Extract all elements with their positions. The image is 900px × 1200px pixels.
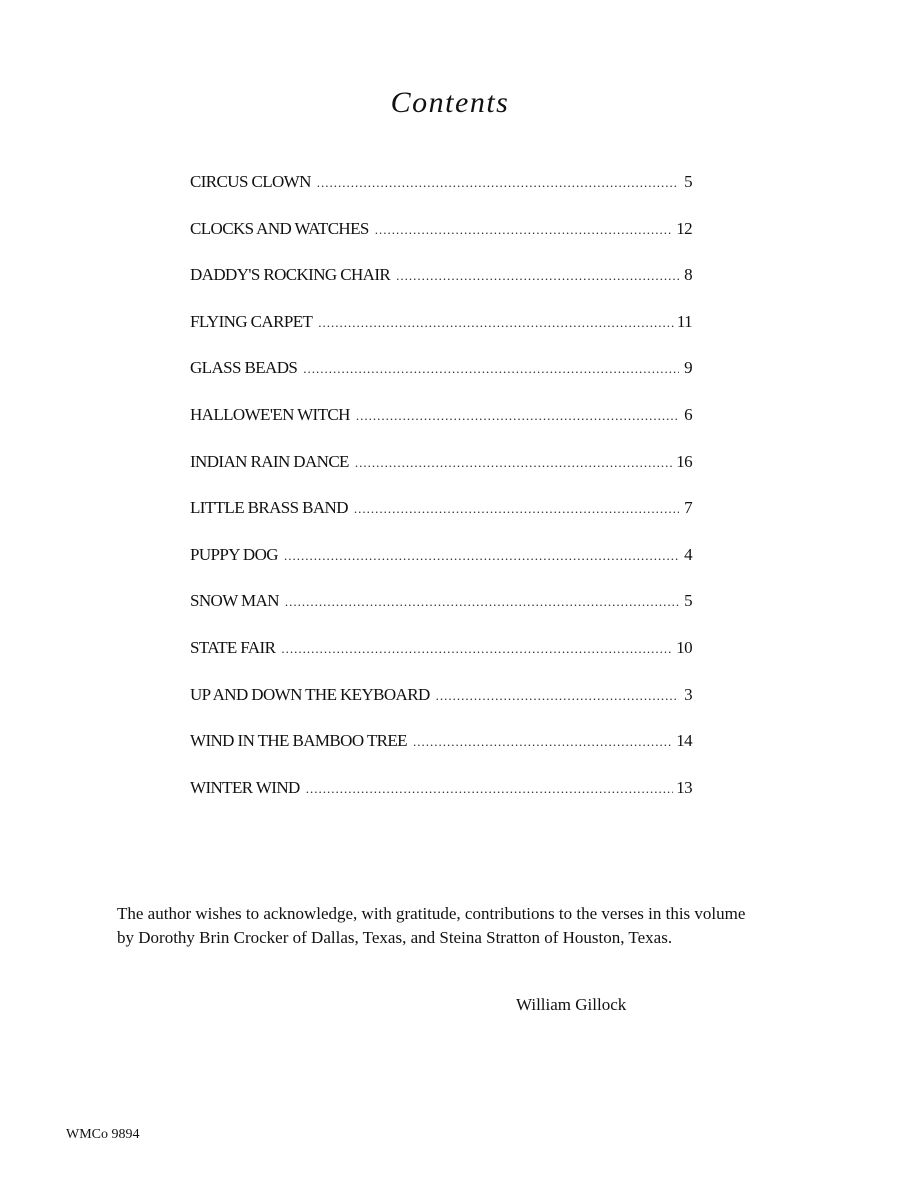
toc-entry	[190, 778, 692, 825]
toc-leader-dots	[306, 781, 673, 797]
toc-entry-title: LITTLE BRASS BAND	[190, 498, 348, 518]
toc-entry-page: 11	[676, 311, 692, 331]
toc-entry	[190, 731, 692, 778]
toc-entry-title: WINTER WIND	[190, 777, 300, 797]
toc-leader-dots	[413, 734, 673, 750]
toc-entry-title: CLOCKS AND WATCHES	[190, 218, 369, 238]
catalog-number: WMCo 9894	[66, 1127, 140, 1142]
toc-entry	[190, 405, 692, 452]
toc-entry-title: INDIAN RAIN DANCE	[190, 451, 349, 471]
toc-leader-dots	[436, 688, 679, 704]
toc-entry-page: 6	[684, 404, 692, 424]
toc-entry-title: CIRCUS CLOWN	[190, 172, 311, 191]
toc-entry-title: PUPPY DOG	[190, 544, 278, 564]
page-title: Contents	[390, 86, 510, 119]
toc-entry	[190, 452, 692, 499]
toc-entry-page: 10	[676, 637, 692, 657]
toc-leader-dots	[355, 455, 673, 471]
toc-entry	[190, 685, 692, 732]
acknowledgment-text: The author wishes to acknowledge, with gratitude, contributions to the verses in this volume by Dorothy Brin Crocker of Dallas, Texas, and Steina Stratton of Houston, Texas.	[117, 904, 746, 947]
toc-entry-title: UP AND DOWN THE KEYBOARD	[190, 684, 430, 704]
toc-leader-dots	[356, 408, 679, 424]
toc-entry-title: WIND IN THE BAMBOO TREE	[190, 731, 407, 751]
toc-entry	[190, 498, 692, 545]
toc-entry	[190, 265, 692, 312]
toc-entry	[190, 312, 692, 359]
toc-entry-page: 16	[676, 451, 692, 471]
toc-entry-page: 5	[684, 172, 692, 191]
toc-entry	[190, 219, 692, 266]
table-of-contents	[190, 172, 692, 824]
toc-entry	[190, 172, 692, 219]
toc-entry	[190, 545, 692, 592]
toc-leader-dots	[303, 361, 679, 377]
toc-leader-dots	[396, 268, 679, 284]
toc-entry	[190, 591, 692, 638]
toc-entry-page: 13	[676, 777, 692, 797]
toc-entry-page: 7	[684, 498, 692, 518]
toc-entry-page: 12	[676, 218, 692, 238]
toc-leader-dots	[318, 315, 674, 331]
toc-entry	[190, 638, 692, 685]
author-signature: William Gillock	[516, 995, 627, 1014]
toc-entry-title: DADDY'S ROCKING CHAIR	[190, 265, 391, 285]
toc-entry-title: SNOW MAN	[190, 591, 279, 611]
toc-entry-title: FLYING CARPET	[190, 311, 313, 331]
toc-entry-page: 9	[684, 358, 692, 378]
toc-entry-page: 3	[684, 684, 692, 704]
toc-leader-dots	[354, 501, 679, 517]
toc-entry-title: GLASS BEADS	[190, 358, 298, 378]
toc-leader-dots	[317, 175, 679, 191]
toc-entry-page: 4	[684, 544, 692, 564]
toc-leader-dots	[285, 594, 679, 610]
toc-leader-dots	[375, 222, 673, 238]
toc-leader-dots	[281, 641, 673, 657]
toc-entry-title: HALLOWE'EN WITCH	[190, 404, 350, 424]
toc-entry-page: 5	[684, 591, 692, 611]
toc-entry-page: 14	[676, 731, 692, 751]
toc-entry	[190, 358, 692, 405]
toc-entry-page: 8	[684, 265, 692, 285]
toc-entry-title: STATE FAIR	[190, 637, 276, 657]
toc-leader-dots	[284, 548, 679, 564]
